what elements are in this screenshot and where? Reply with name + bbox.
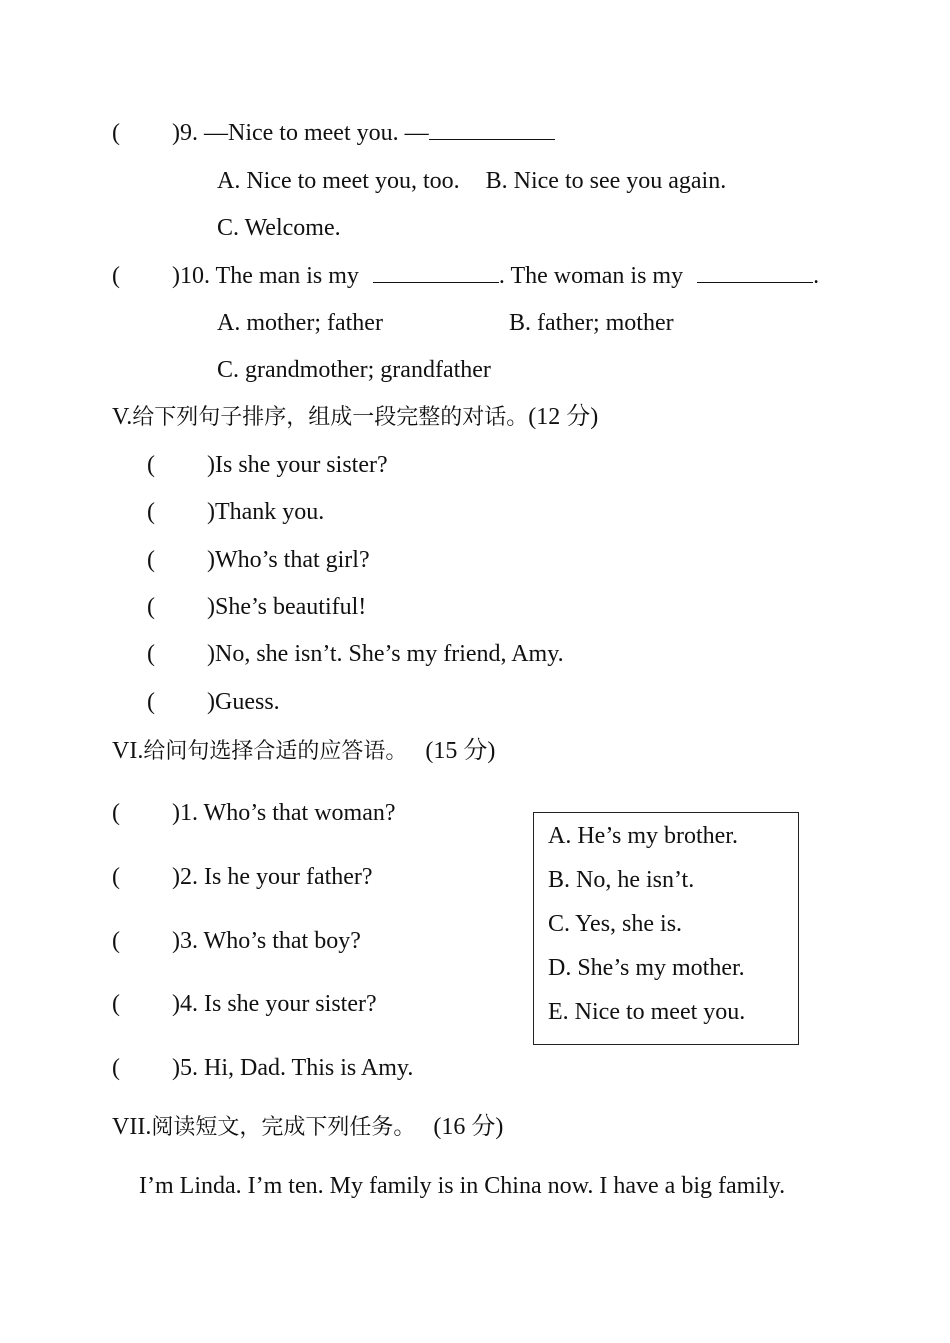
answer-paren[interactable]: ( (112, 928, 120, 954)
answer-paren[interactable]: ( (112, 864, 120, 890)
dialogue-text: )Guess. (207, 689, 280, 715)
answer-option: C. Yes, she is. (548, 911, 683, 937)
question-10 (112, 261, 819, 291)
dialogue-text: )Who’s that girl? (207, 547, 370, 573)
option-c: C. grandmother; grandfather (217, 357, 491, 383)
question-item (112, 989, 377, 1019)
option-b: B. father; mother (509, 310, 674, 336)
question-text: )1. Who’s that woman? (172, 800, 396, 826)
dialogue-item (147, 592, 366, 622)
option-b: B. Nice to see you again. (485, 168, 727, 194)
section-5-title (112, 402, 598, 433)
section-points: (15 分) (425, 738, 496, 764)
question-item (112, 798, 396, 828)
answer-paren[interactable]: ( (112, 991, 120, 1017)
option-a: A. mother; father (217, 310, 383, 336)
answer-blank[interactable] (373, 281, 499, 283)
question-item (112, 926, 361, 956)
question-9 (112, 118, 555, 148)
section-number: VII. (112, 1114, 152, 1140)
answer-paren[interactable]: ( (147, 594, 155, 620)
question-text: )3. Who’s that boy? (172, 928, 361, 954)
answer-paren[interactable]: ( (112, 263, 120, 289)
section-6-title (112, 736, 495, 767)
dialogue-text: )No, she isn’t. She’s my friend, Amy. (207, 641, 564, 667)
section-points: (16 分) (433, 1114, 504, 1140)
question-10-stem-3: . (813, 263, 820, 289)
question-text: )4. Is she your sister? (172, 991, 377, 1017)
dialogue-text: )She’s beautiful! (207, 594, 367, 620)
section-number: VI. (112, 738, 144, 764)
answer-option: A. He’s my brother. (548, 823, 738, 849)
answer-paren[interactable]: ( (147, 499, 155, 525)
question-10-stem-2: . The woman is my (498, 263, 684, 289)
section-number: V. (112, 404, 133, 430)
answer-paren[interactable]: ( (147, 452, 155, 478)
dialogue-item (147, 639, 564, 669)
answer-blank[interactable] (429, 138, 555, 140)
section-instruction: 阅读短文，完成下列任务。 (151, 1115, 416, 1140)
answer-option: D. She’s my mother. (548, 955, 745, 981)
answer-option: B. No, he isn’t. (548, 867, 695, 893)
option-a: A. Nice to meet you, too. (217, 168, 460, 194)
question-9-options-row-1 (217, 166, 726, 196)
answer-paren[interactable]: ( (112, 800, 120, 826)
answer-option: E. Nice to meet you. (548, 999, 746, 1025)
question-text: )2. Is he your father? (172, 864, 373, 890)
question-10-stem-1: )10. The man is my (172, 263, 359, 289)
dialogue-text: )Is she your sister? (207, 452, 388, 478)
question-text: )5. Hi, Dad. This is Amy. (172, 1055, 414, 1081)
option-c: C. Welcome. (217, 215, 341, 241)
dialogue-text: )Thank you. (207, 499, 325, 525)
dialogue-item (147, 687, 280, 717)
section-7-title (112, 1112, 503, 1143)
question-item (112, 862, 373, 892)
reading-passage: I’m Linda. I’m ten. My family is in China now. I have a big family. (139, 1173, 786, 1199)
dialogue-item (147, 497, 324, 527)
answer-options-box (533, 812, 799, 1045)
section-instruction: 给下列句子排序，组成一段完整的对话。 (132, 405, 529, 430)
answer-paren[interactable]: ( (147, 641, 155, 667)
answer-paren[interactable]: ( (147, 689, 155, 715)
answer-paren[interactable]: ( (112, 1055, 120, 1081)
answer-paren[interactable]: ( (112, 120, 120, 146)
question-9-stem: )9. —Nice to meet you. — (172, 120, 429, 146)
dialogue-item (147, 450, 388, 480)
dialogue-item (147, 545, 370, 575)
answer-paren[interactable]: ( (147, 547, 155, 573)
section-instruction: 给问句选择合适的应答语。 (143, 739, 408, 764)
answer-blank[interactable] (697, 281, 813, 283)
section-points: (12 分) (528, 404, 599, 430)
question-item (112, 1053, 413, 1083)
